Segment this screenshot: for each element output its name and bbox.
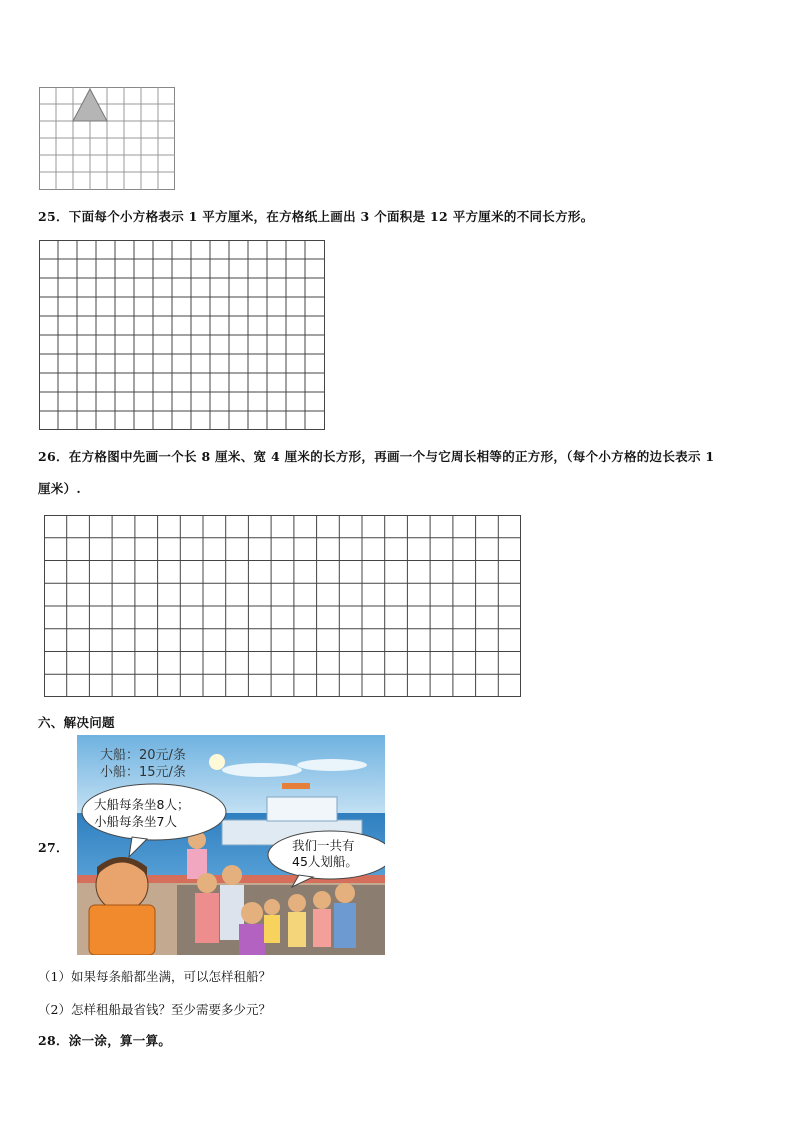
question-25-text: 下面每个小方格表示 1 平方厘米，在方格纸上画出 3 个面积是 12 平方厘米的不同长方形。 xyxy=(68,209,594,224)
small-boat-price: 小船：15元/条 xyxy=(100,765,186,780)
question-26-number: 26． xyxy=(38,449,69,464)
boat-rental-illustration xyxy=(77,735,385,955)
question-28-number: 28． xyxy=(38,1033,69,1048)
grid-q26[interactable] xyxy=(44,515,521,697)
boy-lifejacket xyxy=(89,905,155,955)
sun-icon xyxy=(209,754,225,770)
section-6-title: 六、解决问题 xyxy=(38,715,115,730)
triangle-grid xyxy=(39,87,175,190)
bubble-left-line2: 小船每条坐7人 xyxy=(94,814,177,829)
cloud xyxy=(222,763,302,777)
question-26-text: 在方格图中先画一个长 8 厘米、宽 4 厘米的长方形，再画一个与它周长相等的正方形，（每个小方格的边长表示 1 xyxy=(68,449,715,464)
grid-q26-lines xyxy=(44,515,521,697)
question-25 xyxy=(38,207,594,225)
question-25-number: 25． xyxy=(38,209,69,224)
gray-triangle xyxy=(73,89,107,121)
question-27-sub-1: （1）如果每条船都坐满，可以怎样租船？ xyxy=(38,969,271,984)
question-28 xyxy=(38,1031,171,1049)
bubble-right-line1: 我们一共有 xyxy=(292,838,355,853)
big-boat-price: 大船：20元/条 xyxy=(100,748,186,763)
triangle-grid-lines xyxy=(39,87,175,190)
grid-q25[interactable] xyxy=(39,240,325,430)
cloud xyxy=(297,759,367,771)
question-27-number: 27． xyxy=(38,840,69,855)
question-26-line1 xyxy=(38,447,714,465)
bubble-left-line1: 大船每条坐8人； xyxy=(94,797,190,812)
grid-q25-lines xyxy=(39,240,325,430)
ship-flag xyxy=(282,783,310,789)
bubble-right-line2: 45人划船。 xyxy=(292,854,358,869)
question-28-text: 涂一涂，算一算。 xyxy=(68,1033,172,1048)
ship-cabin xyxy=(267,797,337,821)
question-27-sub-2: （2）怎样租船最省钱？至少需要多少元？ xyxy=(38,1002,271,1017)
question-26-line2: 厘米）. xyxy=(38,481,82,496)
